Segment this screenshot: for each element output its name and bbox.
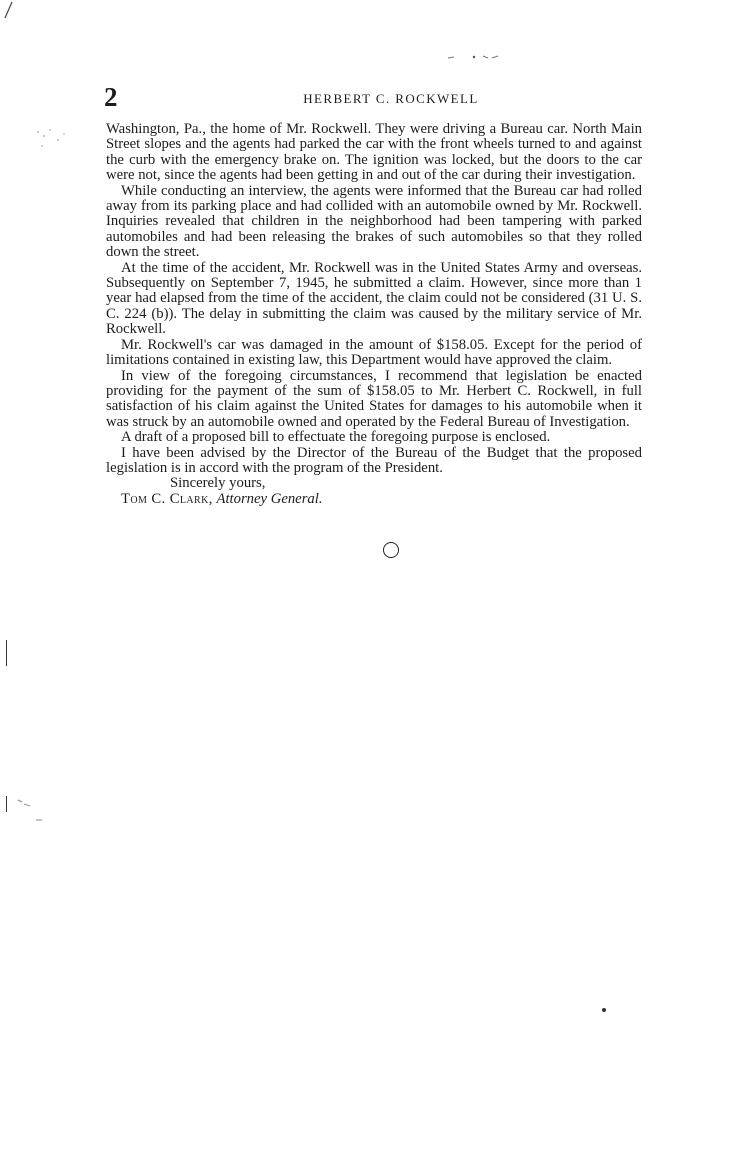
paragraph-6: A draft of a proposed bill to effectuate the foregoing purpose is enclosed.	[121, 429, 551, 446]
scan-marks-left	[14, 790, 48, 830]
page-number: 2	[104, 82, 118, 112]
scan-line-left-2	[6, 796, 7, 812]
scan-smudge-left	[28, 112, 74, 160]
running-head: HERBERT C. ROCKWELL	[303, 91, 479, 106]
scan-mark-top-left	[0, 0, 20, 20]
paragraph-4: Mr. Rockwell's car was damaged in the amount of $158.05. Except for the period of limitations contained in existing law, this Department would have approved the claim.	[106, 336, 642, 369]
scan-line-left-1	[6, 640, 7, 666]
signature	[106, 492, 642, 507]
paragraph-2: While conducting an interview, the agents were informed that the Bureau car had rolled away from its parking place and had collided with an automobile owned by Mr. Rockwell. Inquiries revealed that children in the neighborhood had been tampering with parked automobiles and had been releasing the brakes of such automobiles so that they rolled down the street.	[106, 182, 642, 261]
scan-dot-bottom-right	[602, 1008, 606, 1012]
paragraph-5: In view of the foregoing circumstances, I recommend that legislation be enacted providing for the payment of the sum of $158.05 to Mr. Herbert C. Rockwell, in full satisfaction of his claim against the United States for damages to his automobile when it was struck by an automobile owned and operated by the Federal Bureau of Investigation.	[106, 367, 642, 430]
closing: Sincerely yours,	[170, 475, 266, 492]
signature-title: Attorney General.	[216, 490, 323, 507]
paragraph-1: Washington, Pa., the home of Mr. Rockwell. They were driving a Bureau car. North Main Street slopes and the agents had parked the car with the front wheels turned to and against the curb with the emergency brake on. The ignition was locked, but the doors to the car were not, since the agents had been getting in and out of the car during their investigation.	[106, 121, 642, 184]
paragraph-7: I have been advised by the Director of the Bureau of the Budget that the proposed legislation is in accord with the program of the President.	[106, 444, 642, 476]
scan-marks-top-right	[440, 50, 520, 64]
letter-body	[106, 122, 642, 507]
end-mark-circle	[383, 542, 399, 558]
signature-name: Tom C. Clark,	[121, 490, 213, 507]
paragraph-3: At the time of the accident, Mr. Rockwell was in the United States Army and overseas. Subsequently on September 7, 1945, he submitted a claim. However, since more than 1 year had elapsed from the time of the accident, the claim could not be considered (31 U. S. C. 224 (b)). The delay in submitting the claim was caused by the military service of Mr. Rockwell.	[106, 259, 642, 338]
